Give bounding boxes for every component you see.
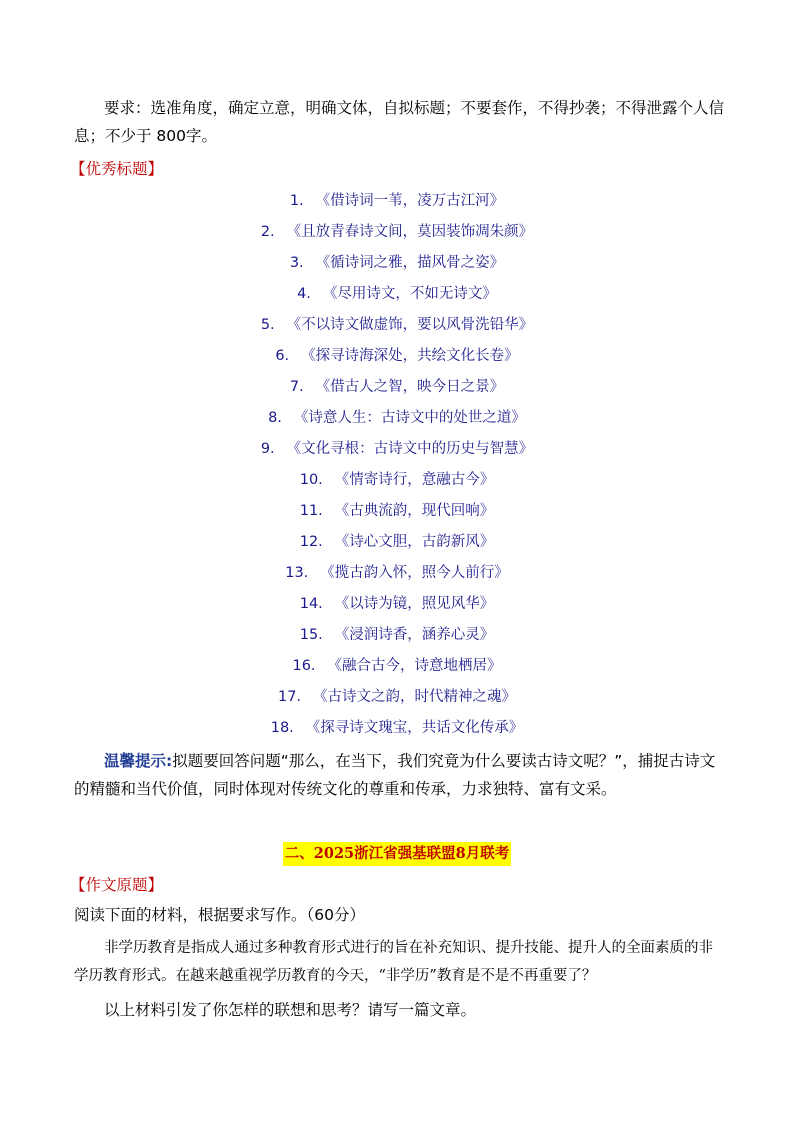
- title-number: 14.: [299, 596, 323, 612]
- title-item: [0, 465, 794, 496]
- title-text: 《浸润诗香，涵养心灵》: [334, 627, 495, 643]
- title-item: [0, 403, 794, 434]
- title-number: 2.: [260, 224, 275, 240]
- title-item: [0, 527, 794, 558]
- title-item: [0, 434, 794, 465]
- title-text: 《古诗文之韵，时代精神之魂》: [313, 689, 517, 705]
- title-item: [0, 372, 794, 403]
- section-title-row: [0, 842, 794, 866]
- title-item: [0, 186, 794, 217]
- title-number: 5.: [260, 317, 275, 333]
- title-number: 1.: [289, 193, 304, 209]
- title-number: 7.: [289, 379, 304, 395]
- title-text: 《古典流韵，现代回响》: [334, 503, 495, 519]
- title-text: 《诗心文胆，古韵新风》: [334, 534, 495, 550]
- title-text: 《借古人之智，映今日之景》: [315, 379, 505, 395]
- title-item: [0, 682, 794, 713]
- title-number: 3.: [289, 255, 304, 271]
- title-text: 《借诗词一苇，凌万古江河》: [315, 193, 505, 209]
- title-number: 6.: [275, 348, 290, 364]
- title-text: 《诗意人生：古诗文中的处世之道》: [293, 410, 526, 426]
- title-text: 《以诗为镜，照见风华》: [334, 596, 495, 612]
- original-prompt-heading: 【作文原题】: [70, 876, 164, 894]
- instruction-text: 阅读下面的材料，根据要求写作。（60分）: [74, 906, 365, 924]
- title-text: 《情寄诗行，意融古今》: [334, 472, 495, 488]
- title-text: 《探寻诗文瑰宝，共话文化传承》: [305, 720, 524, 736]
- material-text: 非学历教育是指成人通过多种教育形式进行的旨在补充知识、提升技能、提升人的全面素质的非学历教育形式。在越来越重视学历教育的今天，“非学历”教育是不是不再重要了？: [74, 940, 713, 984]
- title-item: [0, 310, 794, 341]
- title-text: 《揽古韵入怀，照今人前行》: [320, 565, 509, 581]
- requirements-text: 要求：选准角度，确定立意，明确文体，自拟标题；不要套作，不得抄袭；不得泄露个人信息；不少于 800字。: [74, 99, 725, 145]
- title-number: 16.: [292, 658, 316, 674]
- excellent-titles-heading: 【优秀标题】: [70, 160, 164, 178]
- title-item: [0, 558, 794, 589]
- title-number: 9.: [260, 441, 275, 457]
- title-number: 13.: [285, 565, 309, 581]
- title-item: [0, 651, 794, 682]
- title-number: 8.: [268, 410, 282, 426]
- title-number: 15.: [299, 627, 323, 643]
- title-item: [0, 496, 794, 527]
- title-item: [0, 279, 794, 310]
- tip-text: 拟题要回答问题“那么，在当下，我们究竟为什么要读古诗文呢？”，捕捉古诗文的精髓和当代价值，同时体现对传统文化的尊重和传承，力求独特、富有文采。: [74, 752, 716, 798]
- title-text: 《不以诗文做虚饰，要以风骨洗铅华》: [286, 317, 534, 333]
- title-text: 《融合古今，诗意地栖居》: [327, 658, 502, 674]
- title-text: 《文化寻根：古诗文中的历史与智慧》: [286, 441, 534, 457]
- title-item: [0, 217, 794, 248]
- title-number: 12.: [299, 534, 323, 550]
- excellent-titles-list: [0, 186, 794, 744]
- title-number: 4.: [297, 286, 311, 302]
- tip-paragraph: [74, 747, 724, 803]
- title-item: [0, 248, 794, 279]
- title-text: 《尽用诗文，不如无诗文》: [322, 286, 497, 302]
- question-text: 以上材料引发了你怎样的联想和思考？请写一篇文章。: [104, 1001, 477, 1019]
- title-text: 《探寻诗海深处，共绘文化长卷》: [301, 348, 519, 364]
- title-text: 《且放青春诗文间，莫因装饰凋朱颜》: [286, 224, 534, 240]
- title-number: 10.: [299, 472, 323, 488]
- title-number: 11.: [299, 503, 323, 519]
- title-item: [0, 341, 794, 372]
- title-item: [0, 713, 794, 744]
- section-title: 二、2025浙江省强基联盟8月联考: [283, 842, 511, 866]
- title-number: 17.: [277, 689, 302, 705]
- title-number: 18.: [270, 720, 294, 736]
- title-item: [0, 620, 794, 651]
- tip-label: 温馨提示:: [104, 752, 173, 770]
- title-item: [0, 589, 794, 620]
- title-text: 《循诗词之雅，描风骨之姿》: [315, 255, 505, 271]
